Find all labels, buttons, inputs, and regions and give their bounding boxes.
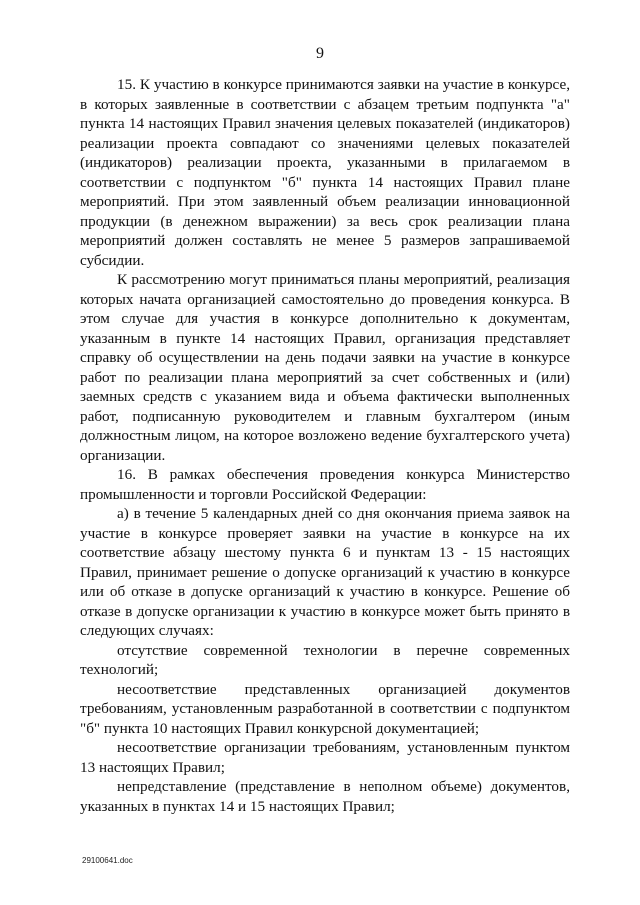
document-body [80,75,570,816]
page-number: 9 [316,45,324,62]
list-item: непредставление (представление в неполном объеме) документов, указанных в пунктах 14 и 15 настоящих Правил; [80,778,570,815]
paragraph-16: 16. В рамках обеспечения проведения конкурса Министерство промышленности и торговли Российской Федерации: [80,466,570,503]
paragraph-16a: а) в течение 5 календарных дней со дня окончания приема заявок на участие в конкурсе проверяет заявки на участие в конкурсе на их соответствие абзацу шестому пункта 6 и пунктам 13 - 15 настоящих Правил, принимает решение о допуске организаций к участию в конкурсе или об отказе в допуске организаций к участию в конкурсе. Решение об отказе в допуске организации к участию в конкурсе может быть принято в следующих случаях: [80,505,570,639]
paragraph-15: 15. К участию в конкурсе принимаются заявки на участие в конкурсе, в которых заявленные в соответствии с абзацем третьим подпункта "а" пункта 14 настоящих Правил значения целевых показателей (индикаторов) реализации проекта совпадают со значениями целевых показателей (индикаторов) реализации проекта, указанными в прилагаемом в соответствии с подпунктом "б" пункта 14 настоящих Правил плане мероприятий. При этом заявленный объем реализации инновационной продукции (в денежном выражении) за весь срок реализации плана мероприятий должен составлять не менее 5 размеров запрашиваемой субсидии. [80,76,570,269]
list-item: отсутствие современной технологии в перечне современных технологий; [80,641,570,678]
file-name-footer: 29100641.doc [82,856,133,865]
list-item: несоответствие представленных организацией документов требованиям, установленным разработанной в соответствии с подпунктом "б" пункта 10 настоящих Правил конкурсной документацией; [80,680,570,737]
paragraph-plans: К рассмотрению могут приниматься планы мероприятий, реализация которых начата организацией самостоятельно до проведения конкурса. В этом случае для участия в конкурсе дополнительно к документам, указанным в пункте 14 настоящих Правил, организация представляет справку об осуществлении на день подачи заявки на участие в конкурсе работ по реализации плана мероприятий за счет собственных и (или) заемных средств с указанием вида и объема фактически выполненных работ, подписанную руководителем и главным бухгалтером (иным должностным лицом, на которое возложено ведение бухгалтерского учета) организации. [80,271,570,464]
list-item: несоответствие организации требованиям, установленным пунктом 13 настоящих Правил; [80,739,570,776]
